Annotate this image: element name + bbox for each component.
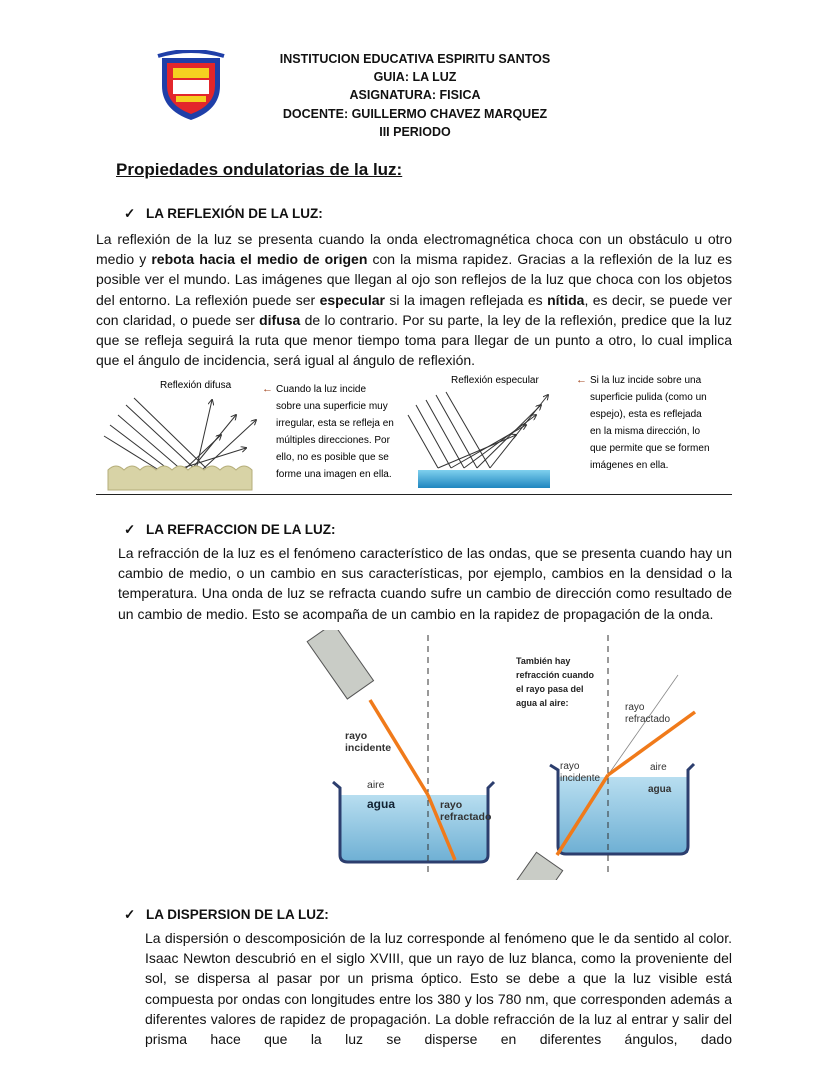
- text-run: de lo contrario. Por su parte, la ley de la reflexión, predice que la luz que se refleja seguirá la ruta que menor tiempo toma para llegar de un punto a otro, lo cual implica que el ángulo de incidencia, será igual al ángulo de reflexión.: [96, 311, 733, 369]
- refracted-label: refractado: [625, 714, 671, 725]
- text-run: con la misma rapidez. Gracias a la reflexión de la luz es posible ver el mundo. Las imágenes que llegan al ojo son reflejos de la luz que choca con los objetos del entorno. La reflexión puede ser: [96, 251, 732, 308]
- incident-label: rayo: [345, 730, 368, 742]
- svg-text:Si la luz incide sobre una: Si la luz incide sobre una: [590, 375, 702, 386]
- period: III PERIODO: [379, 124, 451, 139]
- refracted-label: rayo: [440, 799, 463, 811]
- guide-title: GUIA: LA LUZ: [373, 70, 457, 85]
- diffuse-label: Reflexión difusa: [160, 380, 232, 391]
- bold-text: rebota hacia el medio de origen: [151, 251, 368, 268]
- school-logo: [156, 50, 226, 122]
- svg-text:ello, no es posible que se: ello, no es posible que se: [276, 452, 389, 463]
- refracted-label: rayo: [625, 702, 645, 713]
- bold-text: especular: [319, 291, 385, 308]
- svg-text:irregular, esta se refleja en: irregular, esta se refleja en: [276, 418, 394, 429]
- school-name: INSTITUCION EDUCATIVA ESPIRITU SANTOS: [279, 52, 551, 66]
- text-run: La refracción de la luz es el fenómeno característico de las ondas, que se presenta cuando hay un cambio de medio, o un cambio en sus características, por ejemplo, cambios en la densidad o la temperatura. Una onda de luz se refracta cuando sufre un cambio de dirección como resultado de un cambio de medio. Esto se acompaña de un cambio en la rapidez de propagación de la onda.: [118, 545, 732, 622]
- paragraph-reflexion: [96, 229, 732, 370]
- checkmark-icon: ✓: [124, 206, 136, 221]
- arrow-left-icon: ←: [262, 383, 273, 395]
- section-heading-refraccion: [124, 522, 335, 538]
- refraction-note: [516, 656, 595, 708]
- specular-label: Reflexión especular: [451, 375, 539, 386]
- svg-text:refracción cuando: refracción cuando: [516, 670, 595, 680]
- reflection-figure: [96, 370, 732, 494]
- svg-text:espejo), esta es reflejada: espejo), esta es reflejada: [590, 409, 702, 420]
- svg-text:sobre una superficie muy: sobre una superficie muy: [276, 401, 388, 412]
- bold-text: difusa: [259, 311, 301, 328]
- heading-text: LA REFLEXIÓN DE LA LUZ:: [146, 206, 323, 221]
- incident-label: incidente: [345, 742, 392, 754]
- specular-description: [590, 375, 710, 471]
- heading-text: LA DISPERSION DE LA LUZ:: [146, 907, 329, 922]
- section-heading-reflexion: [124, 206, 323, 222]
- svg-text:También hay: También hay: [516, 656, 571, 666]
- svg-text:Cuando la luz incide: Cuando la luz incide: [276, 384, 367, 395]
- water-label: agua: [367, 797, 396, 811]
- svg-text:en la misma dirección, lo: en la misma dirección, lo: [590, 426, 701, 437]
- svg-text:forme una imagen en ella.: forme una imagen en ella.: [276, 469, 392, 480]
- text-run: La reflexión de la luz se presenta cuando la onda electromagnética choca con un obstáculo u otro medio y: [96, 231, 732, 268]
- water-label: agua: [648, 784, 672, 795]
- subject: ASIGNATURA: FISICA: [349, 88, 481, 103]
- divider: [96, 494, 732, 495]
- document-header: [250, 50, 580, 141]
- incident-label: rayo: [560, 761, 580, 772]
- air-label: aire: [650, 762, 667, 773]
- svg-text:que permite que se formen: que permite que se formen: [590, 443, 710, 454]
- heading-text: LA REFRACCION DE LA LUZ:: [146, 522, 336, 537]
- svg-text:agua al aire:: agua al aire:: [516, 698, 569, 708]
- bold-text: nítida: [547, 291, 585, 308]
- section-heading-dispersion: [124, 907, 329, 923]
- svg-text:el rayo pasa del: el rayo pasa del: [516, 684, 584, 694]
- svg-text:superficie pulida (como un: superficie pulida (como un: [590, 392, 707, 403]
- svg-text:imágenes en ella.: imágenes en ella.: [590, 460, 669, 471]
- refracted-label: refractado: [440, 811, 492, 823]
- checkmark-icon: ✓: [124, 907, 136, 922]
- incident-label: incidente: [560, 773, 601, 784]
- svg-text:múltiples direcciones. Por: múltiples direcciones. Por: [276, 435, 390, 446]
- diffuse-description: [276, 384, 394, 480]
- teacher: DOCENTE: GUILLERMO CHAVEZ MARQUEZ: [282, 106, 548, 121]
- checkmark-icon: ✓: [124, 522, 136, 537]
- refraction-figure: [300, 630, 720, 880]
- text-run: La dispersión o descomposición de la luz corresponde al fenómeno que le da sentido al color. Isaac Newton descubrió en el siglo XVIII, que un rayo de luz blanca, como la proveniente del sol, se dispersa al pasar por un prisma óptico. Esto se debe a que la luz visible está compuesta por ondas con longitudes entre los 380 y los 780 nm, que corresponden además a diferentes valores de rapidez de propagación. La doble refracción de la luz al entrar y salir del prisma hace que la luz se disperse en diferentes ángulos, dado: [145, 930, 732, 1048]
- paragraph-dispersion: [145, 928, 732, 1049]
- air-label: aire: [367, 779, 385, 791]
- page-title: Propiedades ondulatorias de la luz:: [116, 160, 403, 179]
- text-run: , es decir, se puede ver con claridad, o puede ser: [96, 291, 732, 328]
- text-run: si la imagen reflejada es: [384, 291, 548, 308]
- paragraph-refraccion: [118, 543, 732, 624]
- arrow-left-icon: ←: [576, 374, 587, 386]
